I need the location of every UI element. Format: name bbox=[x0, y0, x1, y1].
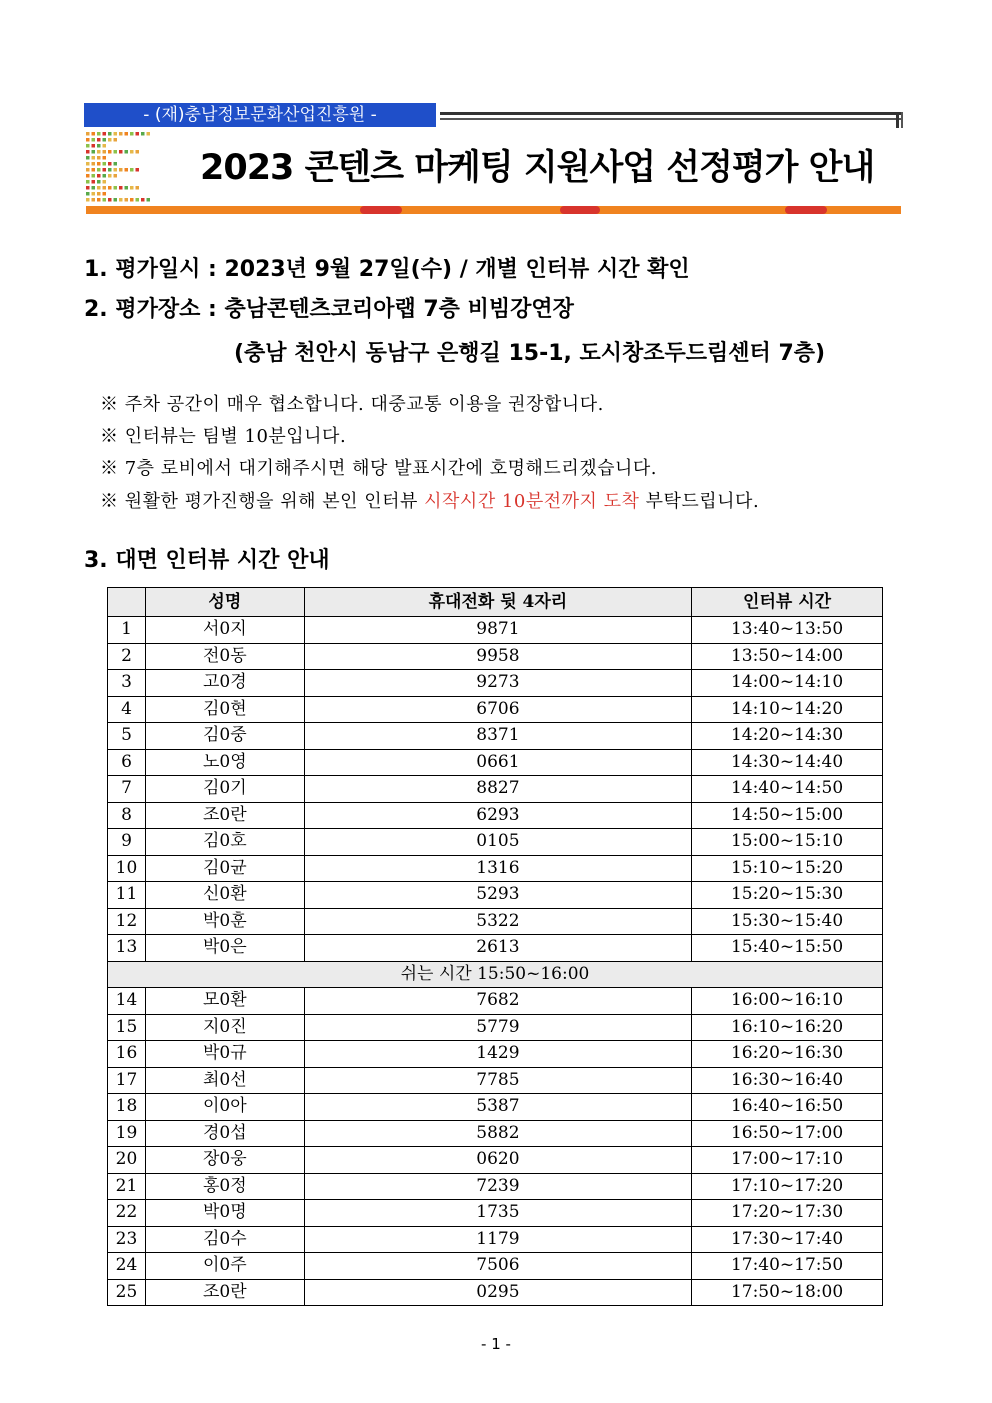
header-name: 성명 bbox=[145, 588, 304, 617]
logo-dot bbox=[119, 150, 123, 154]
logo-dot bbox=[114, 198, 118, 202]
logo-dot bbox=[125, 132, 129, 136]
logo-dot bbox=[103, 132, 107, 136]
cell-time: 15:10~15:20 bbox=[692, 855, 883, 882]
cell-phone: 5387 bbox=[304, 1094, 691, 1121]
evaluation-address: (충남 천안시 동남구 은행길 15-1, 도시창조두드림센터 7층) bbox=[234, 341, 826, 366]
cell-index: 13 bbox=[108, 935, 146, 962]
cell-index: 8 bbox=[108, 802, 146, 829]
table-row bbox=[108, 1226, 883, 1253]
logo-dot bbox=[108, 198, 112, 202]
logo-dot bbox=[86, 192, 90, 196]
logo-dot bbox=[92, 186, 96, 190]
logo-dot bbox=[97, 180, 101, 184]
table-row bbox=[108, 855, 883, 882]
logo-dot bbox=[86, 168, 90, 172]
cell-time: 16:00~16:10 bbox=[692, 988, 883, 1015]
cell-index: 21 bbox=[108, 1173, 146, 1200]
logo-dot bbox=[130, 186, 134, 190]
cell-index: 4 bbox=[108, 696, 146, 723]
logo-dot bbox=[114, 174, 118, 178]
cell-index: 7 bbox=[108, 776, 146, 803]
title-underline-bar bbox=[86, 206, 901, 214]
cell-time: 14:20~14:30 bbox=[692, 723, 883, 750]
cell-index: 14 bbox=[108, 988, 146, 1015]
cell-phone: 9958 bbox=[304, 643, 691, 670]
logo-dot bbox=[97, 156, 101, 160]
table-row bbox=[108, 908, 883, 935]
table-row bbox=[108, 882, 883, 909]
cell-phone: 9871 bbox=[304, 617, 691, 644]
table-body bbox=[108, 617, 883, 1306]
cell-index: 11 bbox=[108, 882, 146, 909]
table-row bbox=[108, 1067, 883, 1094]
cell-index: 3 bbox=[108, 670, 146, 697]
cell-phone: 9273 bbox=[304, 670, 691, 697]
cell-time: 14:50~15:00 bbox=[692, 802, 883, 829]
logo-dot bbox=[92, 150, 96, 154]
header-rule-end bbox=[896, 112, 899, 128]
cell-phone: 1179 bbox=[304, 1226, 691, 1253]
break-row bbox=[108, 961, 883, 988]
cell-index: 6 bbox=[108, 749, 146, 776]
header-time: 인터뷰 시간 bbox=[692, 588, 883, 617]
logo-dot bbox=[130, 168, 134, 172]
logo-dot bbox=[103, 150, 107, 154]
cell-name: 장0웅 bbox=[145, 1147, 304, 1174]
table-row bbox=[108, 643, 883, 670]
logo-dot bbox=[97, 192, 101, 196]
cell-time: 13:40~13:50 bbox=[692, 617, 883, 644]
underline-accent bbox=[560, 206, 600, 214]
cell-phone: 1316 bbox=[304, 855, 691, 882]
logo-dot bbox=[119, 186, 123, 190]
cell-time: 14:00~14:10 bbox=[692, 670, 883, 697]
cell-name: 김0수 bbox=[145, 1226, 304, 1253]
cell-index: 18 bbox=[108, 1094, 146, 1121]
logo-dot bbox=[130, 198, 134, 202]
logo-dot bbox=[136, 168, 140, 172]
table-row bbox=[108, 935, 883, 962]
cell-index: 5 bbox=[108, 723, 146, 750]
note-arrival-highlight: 시작시간 10분전까지 도착 bbox=[424, 491, 640, 512]
cell-time: 17:30~17:40 bbox=[692, 1226, 883, 1253]
cell-phone: 2613 bbox=[304, 935, 691, 962]
cell-index: 19 bbox=[108, 1120, 146, 1147]
logo-dot bbox=[141, 198, 145, 202]
logo-dot bbox=[125, 198, 129, 202]
note-arrival bbox=[100, 487, 759, 513]
logo-dot bbox=[114, 132, 118, 136]
logo-dot bbox=[108, 132, 112, 136]
logo-dot bbox=[147, 198, 151, 202]
logo-dot bbox=[92, 138, 96, 142]
logo-dot bbox=[108, 150, 112, 154]
table-row bbox=[108, 1147, 883, 1174]
cell-name: 전0동 bbox=[145, 643, 304, 670]
logo-dot bbox=[86, 156, 90, 160]
note-interview-length: ※ 인터뷰는 팀별 10분입니다. bbox=[100, 426, 347, 447]
logo-dot bbox=[86, 150, 90, 154]
cell-phone: 7785 bbox=[304, 1067, 691, 1094]
logo-dot bbox=[97, 144, 101, 148]
cell-phone: 7682 bbox=[304, 988, 691, 1015]
logo-dot bbox=[92, 132, 96, 136]
note-parking: ※ 주차 공간이 매우 협소합니다. 대중교통 이용을 권장합니다. bbox=[100, 394, 604, 415]
cell-name: 서0지 bbox=[145, 617, 304, 644]
cell-index: 24 bbox=[108, 1253, 146, 1280]
cell-time: 16:20~16:30 bbox=[692, 1041, 883, 1068]
cell-index: 23 bbox=[108, 1226, 146, 1253]
document-title: 2023 콘텐츠 마케팅 지원사업 선정평가 안내 bbox=[200, 148, 875, 188]
cell-index: 1 bbox=[108, 617, 146, 644]
cell-name: 조0란 bbox=[145, 802, 304, 829]
logo-dot bbox=[130, 132, 134, 136]
logo-dot bbox=[86, 144, 90, 148]
table-row bbox=[108, 776, 883, 803]
logo-icon bbox=[86, 132, 156, 204]
cell-phone: 7506 bbox=[304, 1253, 691, 1280]
table-row bbox=[108, 1279, 883, 1306]
cell-name: 박0규 bbox=[145, 1041, 304, 1068]
logo-dot bbox=[92, 168, 96, 172]
table-row bbox=[108, 749, 883, 776]
logo-dot bbox=[86, 138, 90, 142]
logo-dot bbox=[141, 132, 145, 136]
cell-phone: 6293 bbox=[304, 802, 691, 829]
logo-dot bbox=[103, 138, 107, 142]
logo-dot bbox=[97, 186, 101, 190]
cell-time: 14:40~14:50 bbox=[692, 776, 883, 803]
cell-name: 김0균 bbox=[145, 855, 304, 882]
logo-dot bbox=[97, 168, 101, 172]
logo-dot bbox=[92, 144, 96, 148]
logo-dot bbox=[103, 174, 107, 178]
logo-dot bbox=[92, 162, 96, 166]
cell-time: 16:30~16:40 bbox=[692, 1067, 883, 1094]
logo-dot bbox=[108, 138, 112, 142]
table-row bbox=[108, 696, 883, 723]
logo-dot bbox=[103, 198, 107, 202]
note-lobby: ※ 7층 로비에서 대기해주시면 해당 발표시간에 호명해드리겠습니다. bbox=[100, 458, 657, 479]
logo-dot bbox=[108, 168, 112, 172]
cell-phone: 5293 bbox=[304, 882, 691, 909]
cell-name: 이0아 bbox=[145, 1094, 304, 1121]
header-rule bbox=[440, 112, 902, 115]
cell-phone: 0661 bbox=[304, 749, 691, 776]
header-index bbox=[108, 588, 146, 617]
cell-phone: 7239 bbox=[304, 1173, 691, 1200]
logo-dot bbox=[103, 156, 107, 160]
logo-dot bbox=[125, 168, 129, 172]
cell-index: 15 bbox=[108, 1014, 146, 1041]
logo-dot bbox=[125, 150, 129, 154]
cell-phone: 0620 bbox=[304, 1147, 691, 1174]
table-row bbox=[108, 1014, 883, 1041]
logo-dot bbox=[86, 132, 90, 136]
cell-name: 노0영 bbox=[145, 749, 304, 776]
logo-dot bbox=[119, 198, 123, 202]
header-rule-secondary bbox=[440, 118, 902, 120]
cell-name: 경0섭 bbox=[145, 1120, 304, 1147]
logo-dot bbox=[114, 150, 118, 154]
cell-time: 17:40~17:50 bbox=[692, 1253, 883, 1280]
table-row bbox=[108, 1173, 883, 1200]
cell-name: 김0호 bbox=[145, 829, 304, 856]
logo-dot bbox=[103, 168, 107, 172]
header-phone: 휴대전화 뒷 4자리 bbox=[304, 588, 691, 617]
table-row bbox=[108, 1120, 883, 1147]
logo-dot bbox=[92, 192, 96, 196]
cell-index: 25 bbox=[108, 1279, 146, 1306]
note-arrival-prefix: ※ 원활한 평가진행을 위해 본인 인터뷰 bbox=[100, 491, 425, 512]
logo-dot bbox=[86, 180, 90, 184]
logo-dot bbox=[86, 162, 90, 166]
cell-time: 14:10~14:20 bbox=[692, 696, 883, 723]
cell-phone: 8371 bbox=[304, 723, 691, 750]
header-rule-end-secondary bbox=[901, 112, 903, 128]
cell-phone: 1429 bbox=[304, 1041, 691, 1068]
evaluation-place: 2. 평가장소 : 충남콘텐츠코리아랩 7층 비빔강연장 bbox=[84, 297, 574, 322]
cell-time: 17:20~17:30 bbox=[692, 1200, 883, 1227]
cell-name: 박0훈 bbox=[145, 908, 304, 935]
logo-dot bbox=[136, 132, 140, 136]
cell-time: 13:50~14:00 bbox=[692, 643, 883, 670]
cell-time: 14:30~14:40 bbox=[692, 749, 883, 776]
logo-dot bbox=[86, 174, 90, 178]
table-row bbox=[108, 1253, 883, 1280]
logo-dot bbox=[136, 198, 140, 202]
cell-name: 김0현 bbox=[145, 696, 304, 723]
logo-dot bbox=[92, 156, 96, 160]
cell-name: 박0은 bbox=[145, 935, 304, 962]
cell-name: 홍0정 bbox=[145, 1173, 304, 1200]
cell-time: 16:50~17:00 bbox=[692, 1120, 883, 1147]
cell-time: 17:00~17:10 bbox=[692, 1147, 883, 1174]
cell-phone: 8827 bbox=[304, 776, 691, 803]
cell-phone: 6706 bbox=[304, 696, 691, 723]
cell-phone: 0105 bbox=[304, 829, 691, 856]
table-row bbox=[108, 1094, 883, 1121]
logo-dot bbox=[125, 186, 129, 190]
organization-banner: - (재)충남정보문화산업진흥원 - bbox=[84, 103, 436, 127]
logo-dot bbox=[92, 198, 96, 202]
table-row bbox=[108, 1041, 883, 1068]
cell-time: 17:10~17:20 bbox=[692, 1173, 883, 1200]
logo-dot bbox=[130, 150, 134, 154]
logo-dot bbox=[86, 198, 90, 202]
section-title: 3. 대면 인터뷰 시간 안내 bbox=[84, 548, 330, 573]
cell-time: 16:40~16:50 bbox=[692, 1094, 883, 1121]
logo-dot bbox=[97, 198, 101, 202]
table-header-row bbox=[108, 588, 883, 617]
logo-dot bbox=[103, 186, 107, 190]
cell-phone: 0295 bbox=[304, 1279, 691, 1306]
cell-time: 15:40~15:50 bbox=[692, 935, 883, 962]
cell-index: 12 bbox=[108, 908, 146, 935]
logo-dot bbox=[97, 132, 101, 136]
logo-dot bbox=[97, 174, 101, 178]
break-time: 쉬는 시간 15:50~16:00 bbox=[108, 961, 883, 988]
cell-index: 20 bbox=[108, 1147, 146, 1174]
logo-dot bbox=[92, 174, 96, 178]
table-row bbox=[108, 670, 883, 697]
cell-name: 최0선 bbox=[145, 1067, 304, 1094]
table-row bbox=[108, 988, 883, 1015]
logo-dot bbox=[97, 150, 101, 154]
logo-dot bbox=[114, 186, 118, 190]
logo-dot bbox=[86, 186, 90, 190]
logo-dot bbox=[136, 186, 140, 190]
cell-time: 17:50~18:00 bbox=[692, 1279, 883, 1306]
cell-name: 이0주 bbox=[145, 1253, 304, 1280]
table-row bbox=[108, 1200, 883, 1227]
cell-phone: 5882 bbox=[304, 1120, 691, 1147]
logo-dot bbox=[92, 180, 96, 184]
cell-index: 9 bbox=[108, 829, 146, 856]
evaluation-date: 1. 평가일시 : 2023년 9월 27일(수) / 개별 인터뷰 시간 확인 bbox=[84, 257, 690, 282]
cell-name: 조0란 bbox=[145, 1279, 304, 1306]
logo-dot bbox=[136, 150, 140, 154]
cell-index: 10 bbox=[108, 855, 146, 882]
cell-name: 지0진 bbox=[145, 1014, 304, 1041]
cell-name: 신0환 bbox=[145, 882, 304, 909]
interview-schedule-table bbox=[107, 587, 883, 1306]
cell-name: 박0명 bbox=[145, 1200, 304, 1227]
cell-time: 15:00~15:10 bbox=[692, 829, 883, 856]
cell-index: 22 bbox=[108, 1200, 146, 1227]
logo-dot bbox=[147, 132, 151, 136]
logo-dot bbox=[114, 162, 118, 166]
cell-phone: 5322 bbox=[304, 908, 691, 935]
logo-dot bbox=[97, 138, 101, 142]
table-row bbox=[108, 617, 883, 644]
logo-dot bbox=[108, 174, 112, 178]
logo-dot bbox=[119, 132, 123, 136]
cell-name: 고0경 bbox=[145, 670, 304, 697]
cell-phone: 5779 bbox=[304, 1014, 691, 1041]
logo-dot bbox=[97, 162, 101, 166]
cell-name: 김0기 bbox=[145, 776, 304, 803]
cell-time: 15:30~15:40 bbox=[692, 908, 883, 935]
logo-dot bbox=[108, 162, 112, 166]
logo-dot bbox=[103, 192, 107, 196]
logo-dot bbox=[103, 162, 107, 166]
logo-dot bbox=[114, 138, 118, 142]
logo-dot bbox=[103, 180, 107, 184]
logo-dot bbox=[119, 168, 123, 172]
logo-dot bbox=[103, 144, 107, 148]
cell-phone: 1735 bbox=[304, 1200, 691, 1227]
cell-time: 16:10~16:20 bbox=[692, 1014, 883, 1041]
table-row bbox=[108, 829, 883, 856]
cell-time: 15:20~15:30 bbox=[692, 882, 883, 909]
logo-dot bbox=[108, 186, 112, 190]
table-row bbox=[108, 802, 883, 829]
cell-index: 17 bbox=[108, 1067, 146, 1094]
table-row bbox=[108, 723, 883, 750]
cell-index: 2 bbox=[108, 643, 146, 670]
underline-accent bbox=[785, 206, 827, 214]
page-number: - 1 - bbox=[481, 1335, 511, 1353]
note-arrival-suffix: 부탁드립니다. bbox=[639, 491, 760, 512]
cell-name: 김0중 bbox=[145, 723, 304, 750]
cell-name: 모0환 bbox=[145, 988, 304, 1015]
cell-index: 16 bbox=[108, 1041, 146, 1068]
underline-accent bbox=[360, 206, 402, 214]
logo-dot bbox=[114, 168, 118, 172]
